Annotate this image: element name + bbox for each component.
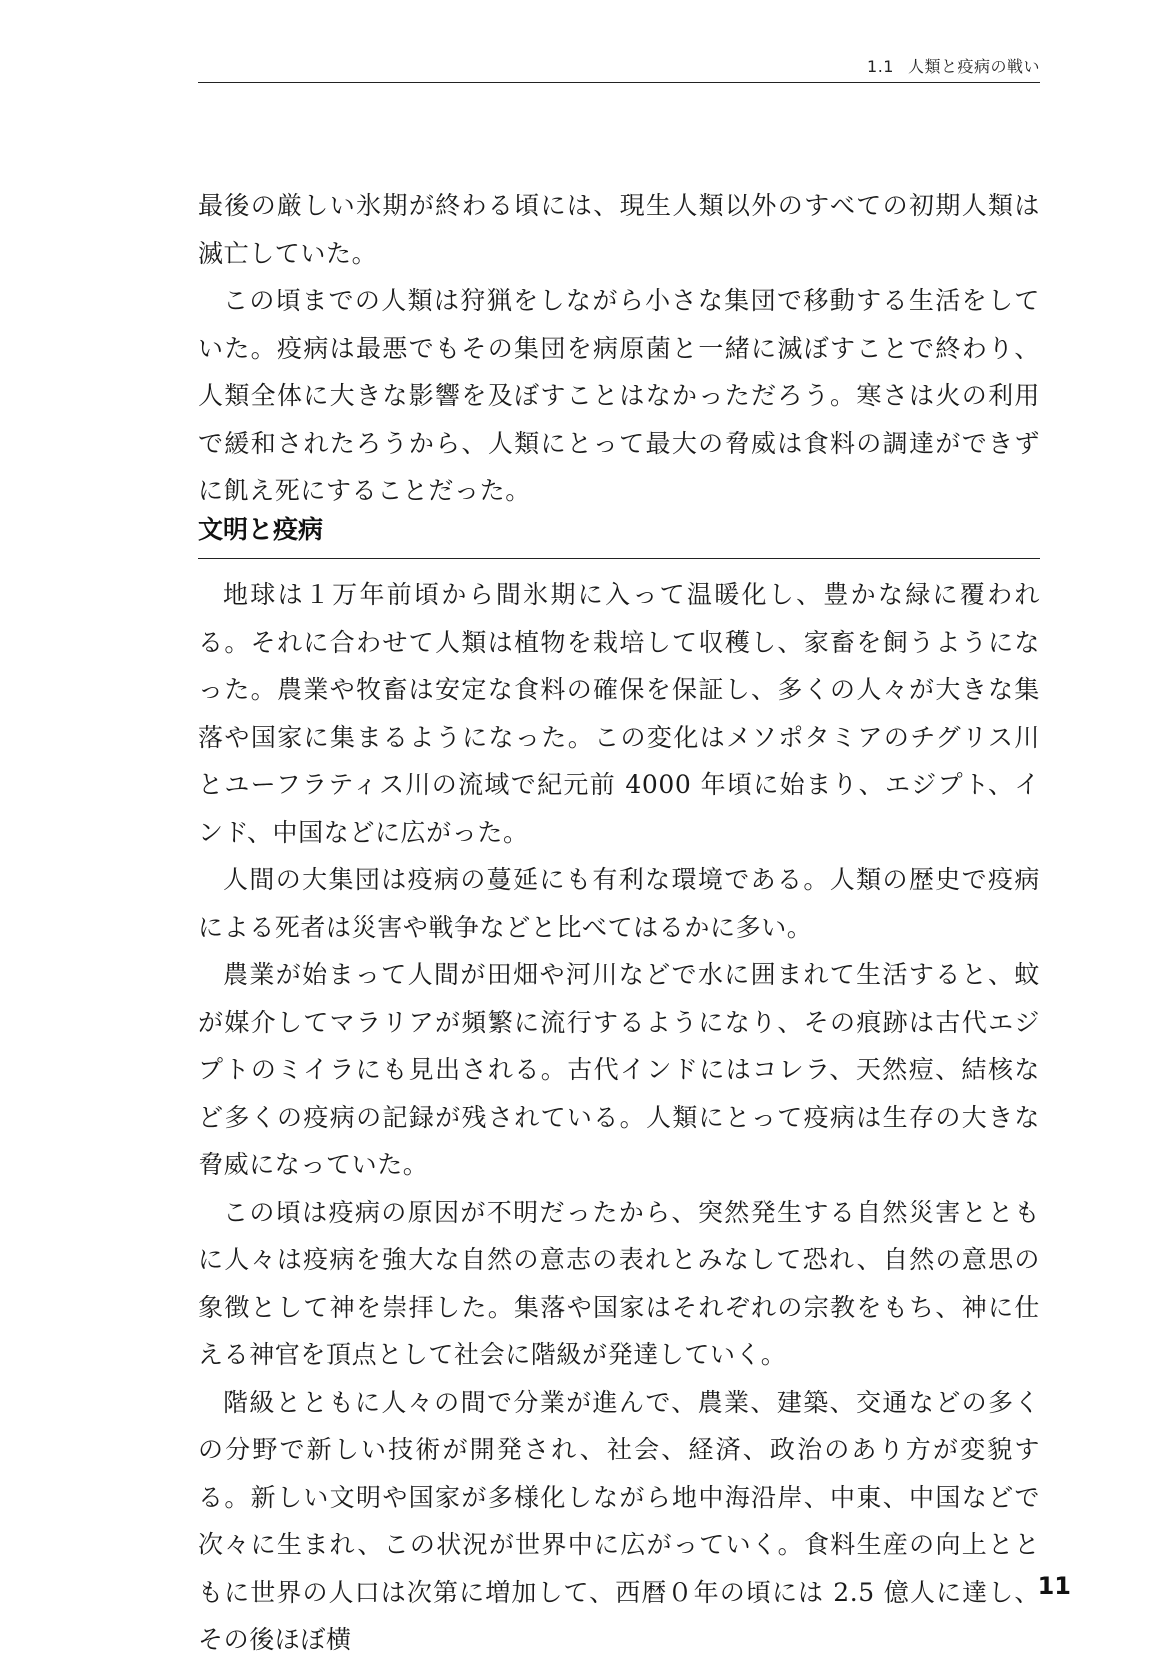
paragraph: 人間の大集団は疫病の蔓延にも有利な環境である。人類の歴史で疫病による死者は災害や戦争などと比べてはるかに多い。 xyxy=(198,865,1040,942)
paragraph: 地球は１万年前頃から間氷期に入って温暖化し、豊かな緑に覆われる。それに合わせて人類は植物を栽培して収穫し、家畜を飼うようになった。農業や牧畜は安定な食料の確保を保証し、多くの人々が大きな集落や国家に集まるようになった。この変化はメソポタミアのチグリス川とユーフラティス川の流域で紀元前 4000 年頃に始まり、エジプト、インド、中国などに広がった。 xyxy=(198,580,1040,847)
paragraph: この頃までの人類は狩猟をしながら小さな集団で移動する生活をしていた。疫病は最悪でもその集団を病原菌と一緒に滅ぼすことで終わり、人類全体に大きな影響を及ぼすことはなかっただろう。寒さは火の利用で緩和されたろうから、人類にとって最大の脅威は食料の調達ができずに飢え死にすることだった。 xyxy=(198,286,1040,505)
intro-text xyxy=(198,182,1040,515)
paragraph: 農業が始まって人間が田畑や河川などで水に囲まれて生活すると、蚊が媒介してマラリアが頻繁に流行するようになり、その痕跡は古代エジプトのミイラにも見出される。古代インドにはコレラ、天然痘、結核など多くの疫病の記録が残されている。人類にとって疫病は生存の大きな脅威になっていた。 xyxy=(198,960,1040,1179)
paragraph: 最後の厳しい氷期が終わる頃には、現生人類以外のすべての初期人類は滅亡していた。 xyxy=(198,191,1040,268)
paragraph: この頃は疫病の原因が不明だったから、突然発生する自然災害とともに人々は疫病を強大な自然の意志の表れとみなして恐れ、自然の意思の象徴として神を崇拝した。集落や国家はそれぞれの宗教をもち、神に仕える神官を頂点として社会に階級が発達していく。 xyxy=(198,1197,1040,1369)
section-body xyxy=(198,571,1040,1664)
running-header xyxy=(198,52,1040,83)
header-section-title: 人類と疫病の戦い xyxy=(907,57,1040,76)
paragraph: 階級とともに人々の間で分業が進んで、農業、建築、交通などの多くの分野で新しい技術が開発され、社会、経済、政治のあり方が変貌する。新しい文明や国家が多様化しながら地中海沿岸、中東、中国などで次々に生まれ、この状況が世界中に広がっていく。食料生産の向上とともに世界の人口は次第に増加して、西暦０年の頃には 2.5 億人に達し、その後ほぼ横 xyxy=(198,1387,1040,1654)
section-heading: 文明と疫病 xyxy=(198,508,1040,559)
page-number: 11 xyxy=(1037,1572,1071,1600)
header-section-number: 1.1 xyxy=(867,57,894,76)
